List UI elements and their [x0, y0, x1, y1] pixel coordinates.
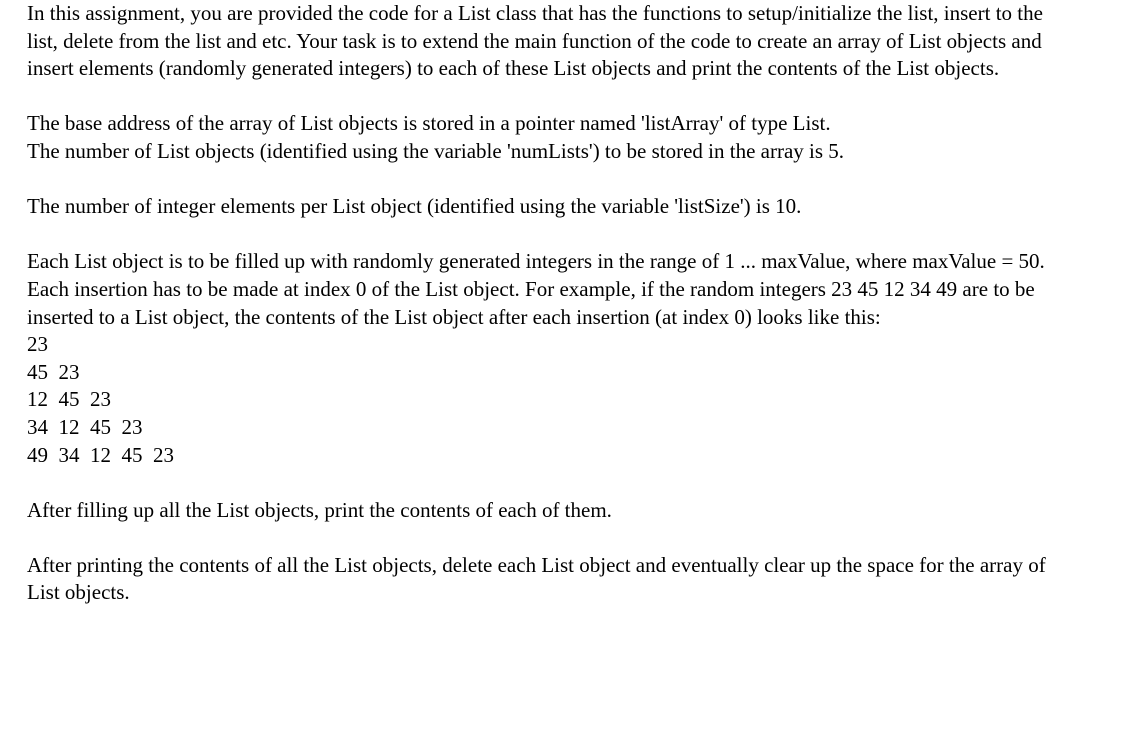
print-step-paragraph: After filling up all the List objects, print the contents of each of them. [27, 497, 612, 522]
assignment-document [27, 0, 1067, 607]
paragraph-gap [27, 469, 1067, 497]
cleanup-step-paragraph: After printing the contents of all the List objects, delete each List object and eventually clear up the space for the array of List objects. [27, 552, 1046, 605]
paragraph-gap [27, 83, 1067, 111]
list-size-line: The number of integer elements per List object (identified using the variable 'listSize') is 10. [27, 194, 802, 219]
sequence-line: 12 45 23 [27, 387, 111, 412]
insertion-rule-paragraph: Each insertion has to be made at index 0 of the List object. For example, if the random integers 23 45 12 34 49 are to be inserted to a List object, the contents of the List object after each insertion (at index 0) looks like this: [27, 276, 1035, 329]
paragraph-gap [27, 221, 1067, 249]
paragraph-gap [27, 524, 1067, 552]
sequence-line: 45 23 [27, 359, 80, 384]
sequence-line: 49 34 12 45 23 [27, 442, 174, 467]
intro-paragraph: In this assignment, you are provided the code for a List class that has the functions to setup/initialize the list, insert to the list, delete from the list and etc. Your task is to extend the main function of the code to create an array of List objects and insert elements (randomly generated integers) to each of these List objects and print the contents of the List objects. [27, 1, 1043, 81]
example-sequence [27, 331, 1067, 469]
random-range-paragraph: Each List object is to be filled up with randomly generated integers in the range of 1 ... maxValue, where maxValue = 50. [27, 249, 1045, 274]
base-address-line: The base address of the array of List objects is stored in a pointer named 'listArray' of type List. [27, 111, 831, 136]
sequence-line: 23 [27, 332, 48, 357]
paragraph-gap [27, 166, 1067, 194]
sequence-line: 34 12 45 23 [27, 414, 143, 439]
num-lists-line: The number of List objects (identified using the variable 'numLists') to be stored in the array is 5. [27, 138, 845, 163]
